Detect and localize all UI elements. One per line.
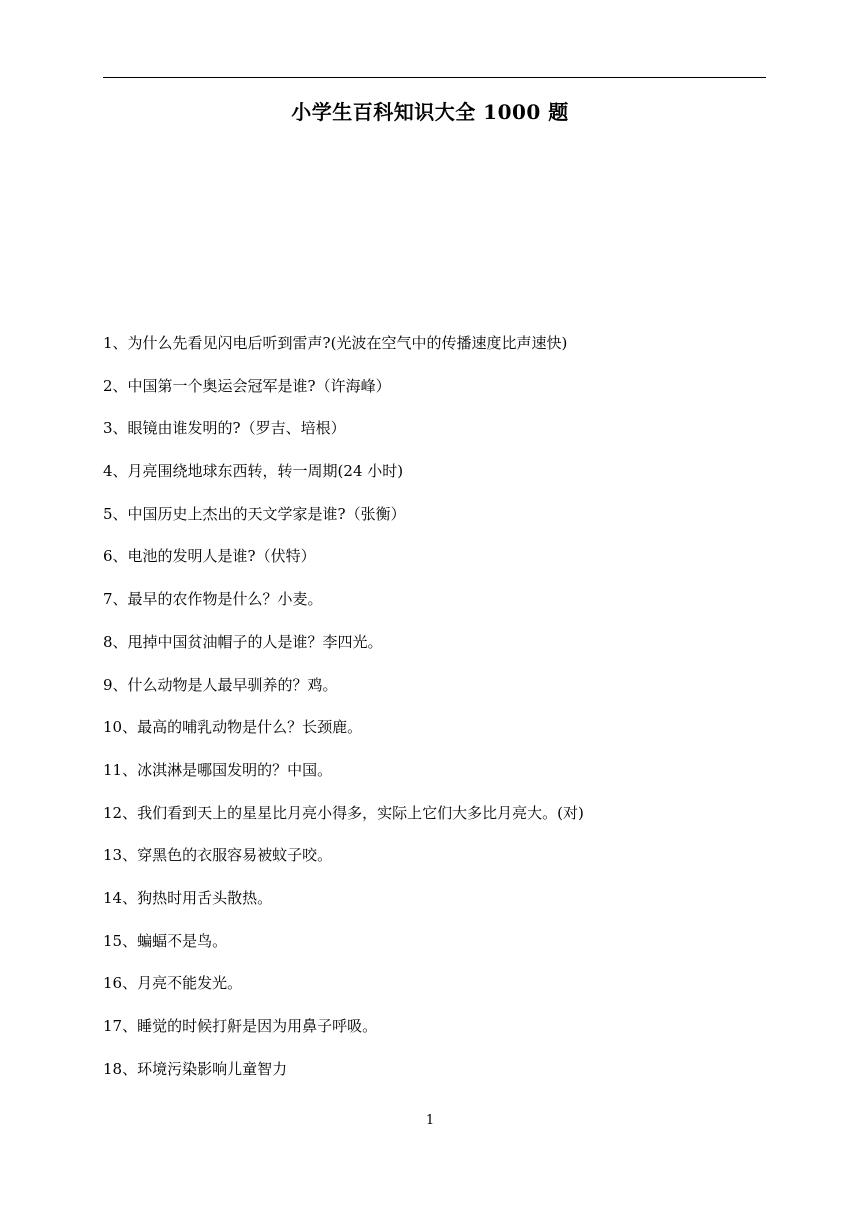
question-item: 6、电池的发明人是谁?（伏特） (103, 547, 316, 566)
question-item: 7、最早的农作物是什么？小麦。 (103, 590, 323, 609)
question-item: 11、冰淇淋是哪国发明的？中国。 (103, 760, 333, 779)
question-item: 2、中国第一个奥运会冠军是谁?（许海峰） (103, 376, 391, 395)
question-item: 10、最高的哺乳动物是什么？长颈鹿。 (103, 718, 363, 737)
header-rule (103, 77, 766, 78)
question-item: 14、狗热时用舌头散热。 (103, 888, 273, 907)
question-list (103, 332, 783, 1100)
question-item: 17、睡觉的时候打鼾是因为用鼻子呼吸。 (103, 1017, 378, 1035)
question-item: 8、甩掉中国贫油帽子的人是谁？李四光。 (103, 632, 383, 651)
question-item: 18、环境污染影响儿童智力 (103, 1059, 288, 1078)
question-item: 13、穿黑色的衣服容易被蚊子咬。 (103, 846, 333, 865)
question-item: 15、蝙蝠不是鸟。 (103, 931, 228, 950)
question-item: 12、我们看到天上的星星比月亮小得多，实际上它们大多比月亮大。(对) (103, 803, 584, 822)
question-item: 4、月亮围绕地球东西转，转一周期(24 小时) (103, 462, 404, 481)
question-item: 9、什么动物是人最早驯养的？鸡。 (103, 675, 338, 694)
question-item: 1、为什么先看见闪电后听到雷声?(光波在空气中的传播速度比声速快) (103, 334, 568, 352)
page-number: 1 (425, 1113, 435, 1128)
document-title: 小学生百科知识大全 1000 题 (291, 100, 569, 124)
question-item: 5、中国历史上杰出的天文学家是谁?（张衡） (103, 504, 406, 523)
question-item: 16、月亮不能发光。 (103, 974, 243, 993)
question-item: 3、眼镜由谁发明的?（罗吉、培根） (103, 419, 346, 438)
